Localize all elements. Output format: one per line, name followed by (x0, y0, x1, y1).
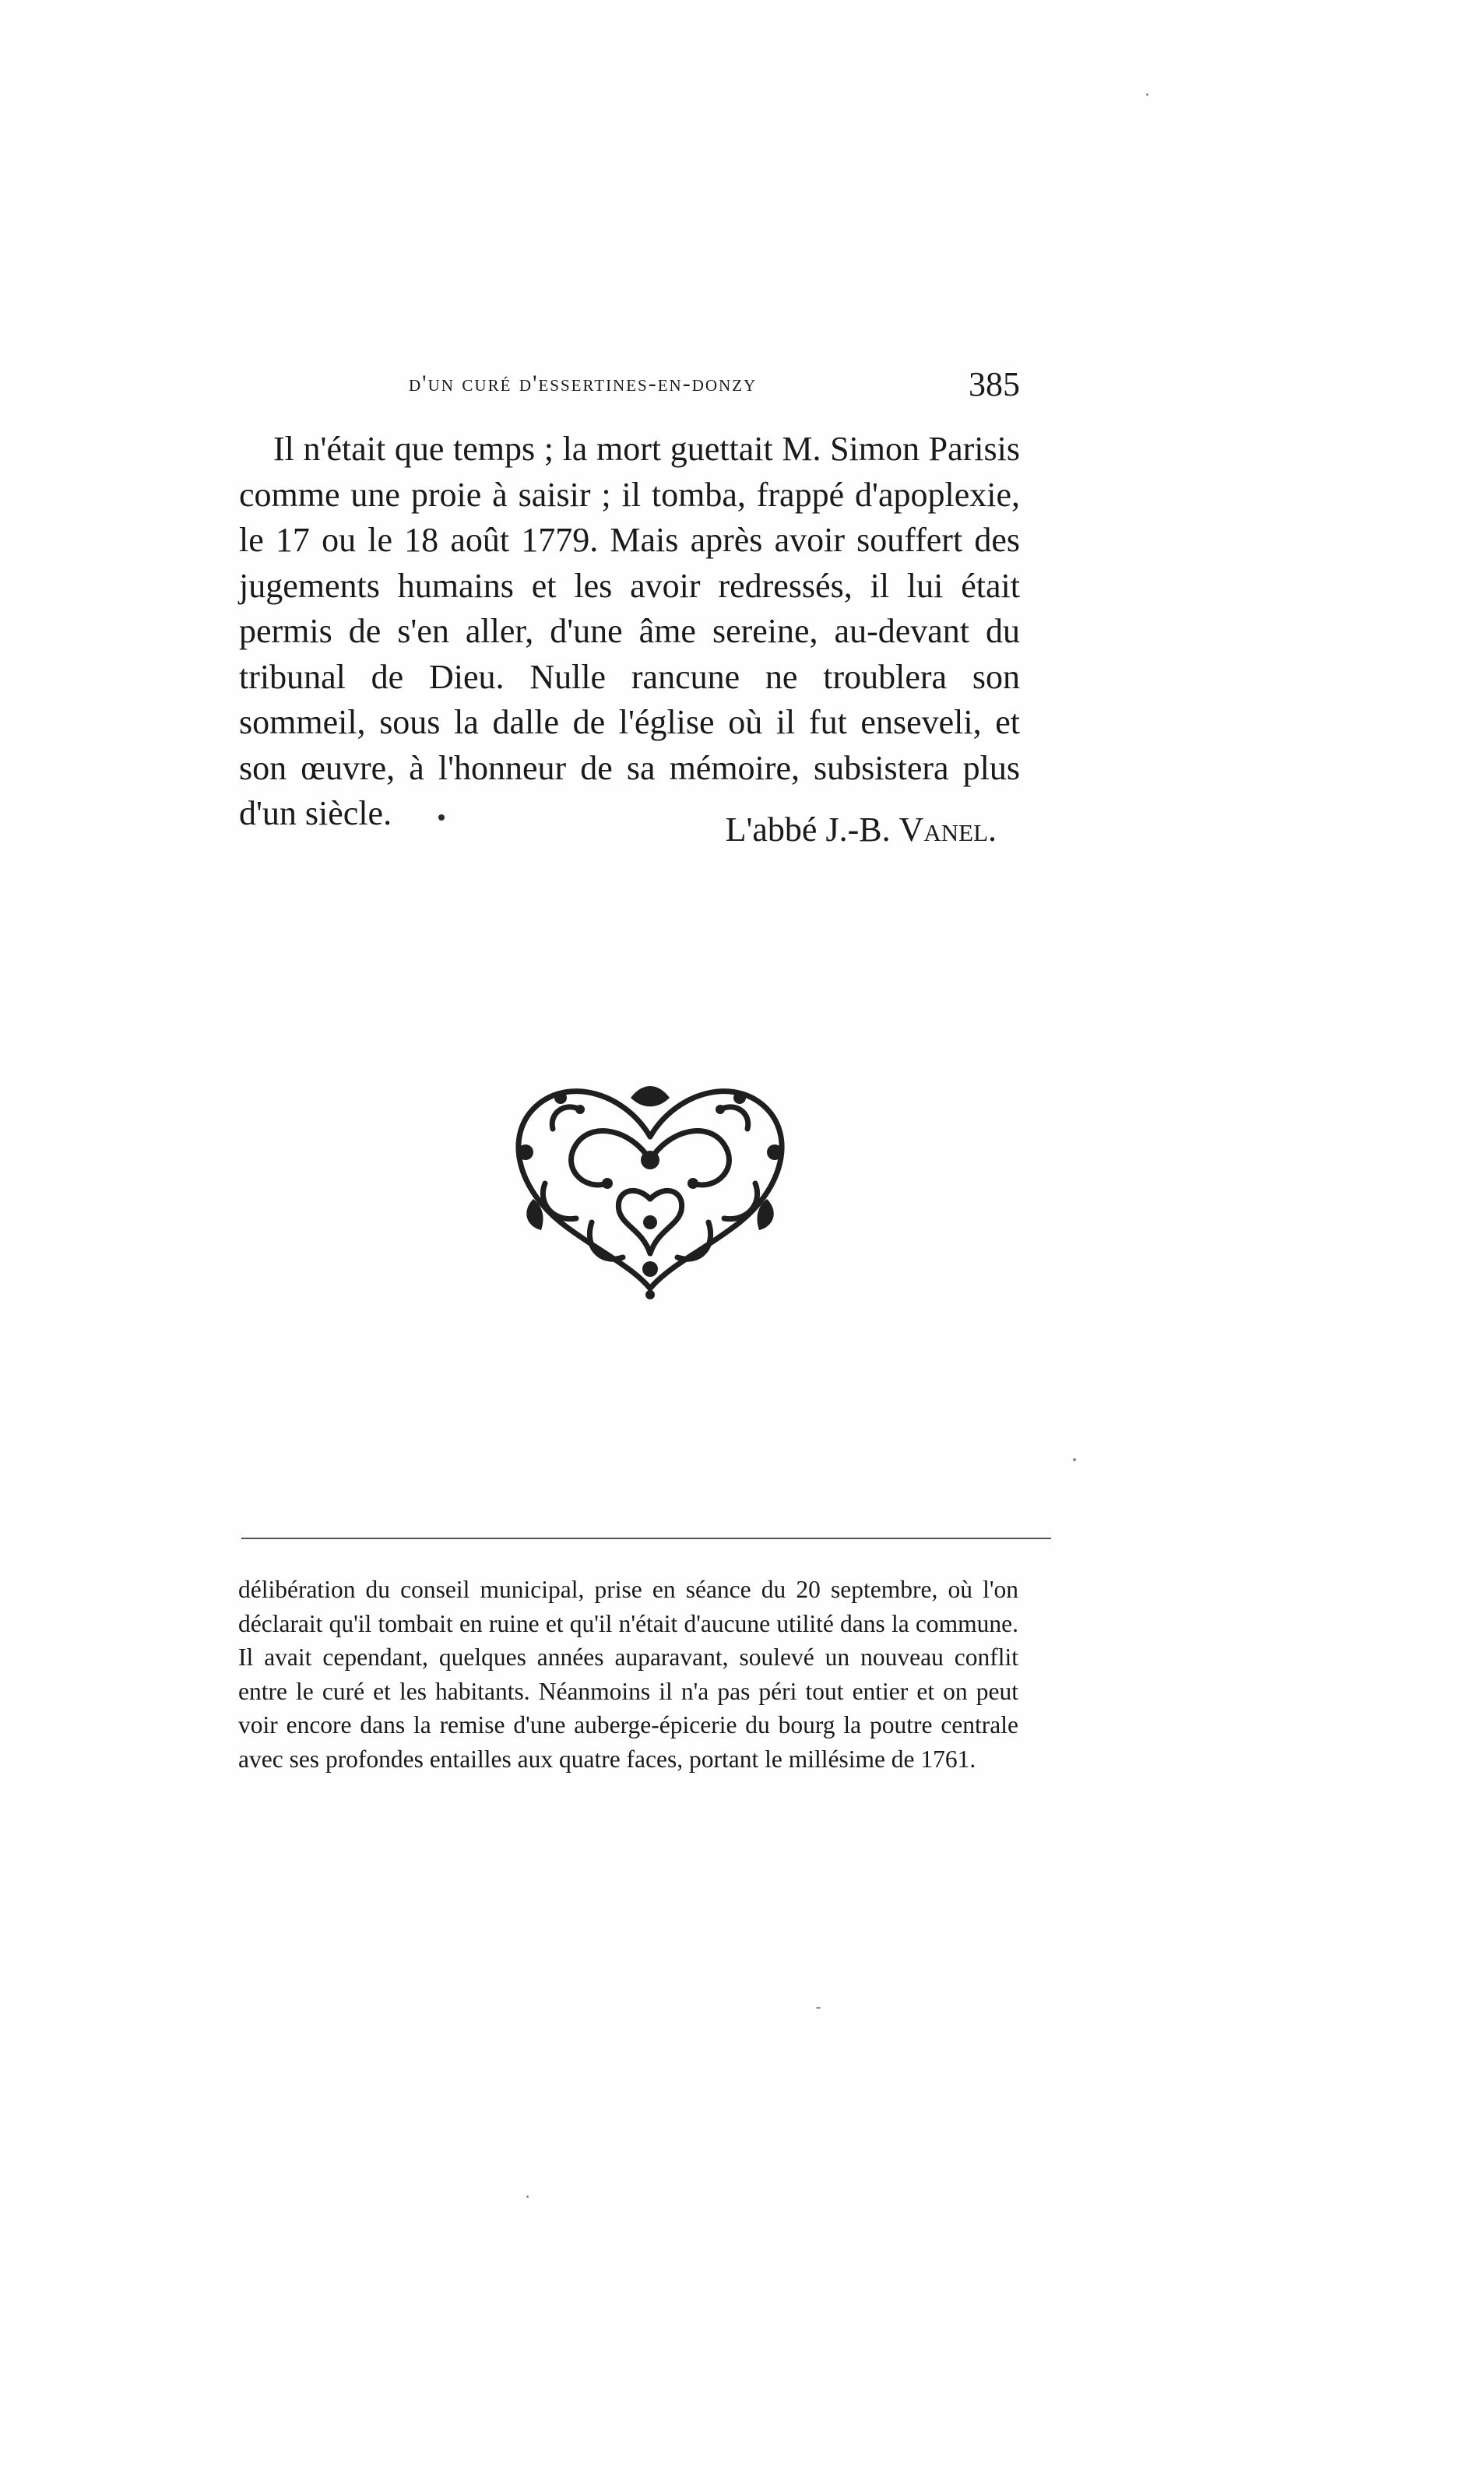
page-number: 385 (969, 365, 1020, 403)
footnote-rule (241, 1538, 1051, 1539)
body-paragraph: Il n'était que temps ; la mort guettait M. Simon Parisis comme une proie à saisir ; il tomba, frappé d'apoplexie, le 17 ou le 18 août 1779. Mais après avoir souffert des jugements humains et les avoir redressés, il lui était permis de s'en aller, d'une âme sereine, au-devant du tribunal de Dieu. Nulle rancune ne troublera son sommeil, sous la dalle de l'église où il fut enseveli, et son œuvre, à l'honneur de sa mémoire, subsistera plus d'un siècle. (239, 430, 1020, 832)
floral-heart-ornament-icon (506, 1067, 794, 1300)
paper-speck (816, 2007, 821, 2009)
running-head (241, 364, 1020, 411)
paper-speck (526, 2195, 529, 2198)
author-signature (638, 810, 997, 849)
running-title: d'un curé d'essertines-en-donzy (409, 371, 758, 396)
stray-ink-dot (438, 814, 445, 821)
footnote-text: délibération du conseil municipal, prise en séance du 20 septembre, où l'on déclarait qu'il tombait en ruine et qu'il n'était d'aucune utilité dans la commune. Il avait cependant, quelques années auparavant, soulevé un nouveau conflit entre le curé et les habitants. Néanmoins il n'a pas péri tout entier et on peut voir encore dans la remise d'une auberge-épicerie du bourg la poutre centrale avec ses profondes entailles aux quatre faces, portant le millésime de 1761. (238, 1576, 1018, 1773)
paper-speck (1146, 93, 1148, 96)
signature-prefix: L'abbé J.-B. (725, 810, 899, 849)
signature-name: Vanel. (898, 810, 997, 849)
paper-speck (1073, 1458, 1076, 1461)
